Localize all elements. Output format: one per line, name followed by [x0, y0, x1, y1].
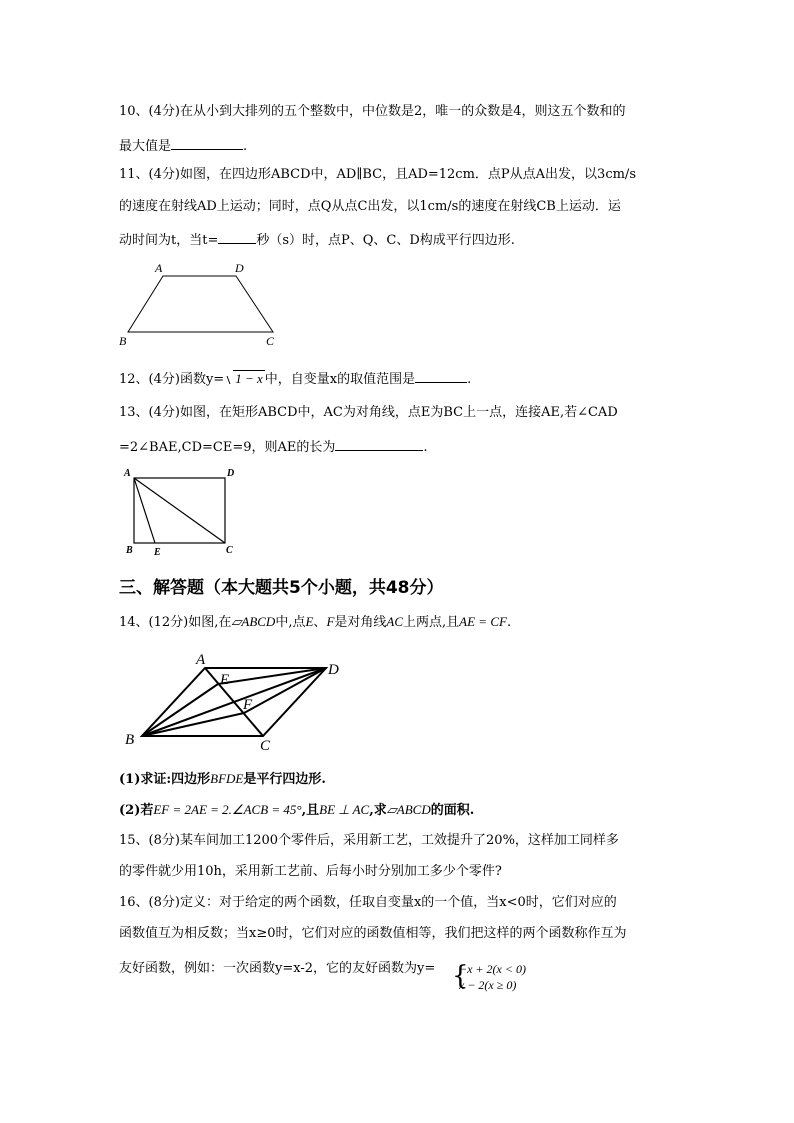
q14-part2b: EF = 2AE = 2 — [153, 802, 229, 817]
q11-line3a: 动时间为t，当t= — [119, 233, 219, 248]
q14-part1 — [119, 770, 326, 789]
q16-case2: x − 2(x ≥ 0) — [459, 978, 517, 992]
q14-part2e: BE ⊥ AC — [319, 802, 370, 817]
q16-line2: 函数值互为相反数；当x≥0时，它们对应的函数值相等，我们把这样的两个函数称作互为 — [119, 926, 627, 941]
q14-label-b: B — [125, 732, 135, 748]
q10-line1: 10、(4分)在从小到大排列的五个整数中，中位数是2，唯一的众数是4，则这五个数和的 — [119, 104, 626, 119]
q14-line1b: 中,点 — [275, 615, 306, 630]
q15-line1: 15、(8分)某车间加工1200个零件后，采用新工艺，工效提升了20%，这样加工同样多 — [119, 833, 619, 848]
q14-part2a: (2)若 — [119, 803, 154, 818]
q12-radicand: 1 − x — [235, 371, 263, 386]
q13-label-a: A — [124, 468, 131, 479]
q13-label-d: D — [227, 468, 235, 479]
q11-label-d: D — [235, 261, 244, 275]
q11-label-c: C — [266, 334, 275, 348]
q11-line2: 的速度在射线AD上运动；同时，点Q从点C出发，以1cm/s的速度在射线CB上运动．运 — [119, 199, 621, 214]
q14-line1e: . — [506, 615, 512, 630]
q11-label-b: B — [119, 334, 127, 348]
q13-label-e: E — [154, 547, 161, 558]
q14-line1a: 14、(12分)如图,在 — [119, 615, 232, 630]
q11-label-a: A — [155, 261, 163, 275]
q13-label-b: B — [126, 545, 133, 556]
q14-line1d: 上两点,且 — [403, 615, 460, 630]
q11-line1: 11、(4分)如图，在四边形ABCD中，AD∥BC，且AD=12cm．点P从点A出发，以3cm/s — [119, 167, 636, 182]
q12-end: . — [467, 372, 472, 387]
q13-line2-text: =2∠BAE,CD=CE=9，则AE的长为 — [119, 440, 336, 455]
q14-part1b: BFDE — [210, 771, 244, 786]
q13-label-c: C — [226, 545, 233, 556]
q14-part2g: ▱ABCD — [386, 802, 431, 817]
q14-label-d: D — [328, 662, 339, 678]
q14-part1a: (1)求证:四边形 — [119, 772, 211, 787]
q14-label-e: E — [220, 672, 230, 688]
q14-sep: 、 — [313, 615, 327, 630]
q14-part2f: ,求 — [369, 803, 387, 818]
q13-line1: 13、(4分)如图，在矩形ABCD中，AC为对角线，点E为BC上一点，连接AE,若∠CAD — [119, 405, 618, 420]
q15-line2: 的零件就少用10h，采用新工艺前、后每小时分别加工多少个零件? — [119, 864, 502, 879]
q14-label-f: F — [243, 697, 253, 713]
q11-line3b: 秒（s）时，点P、Q、C、D构成平行四边形. — [256, 233, 515, 248]
q14-part1c: 是平行四边形. — [243, 772, 326, 787]
q14-line1c: 是对角线 — [334, 615, 387, 630]
q16-line3: 友好函数，例如：一次函数y=x-2，它的友好函数为y= — [119, 961, 436, 976]
q10-line2-end: . — [243, 139, 248, 154]
q14-parallelogram-name: ▱ABCD — [231, 614, 276, 629]
q14-part2c: .∠ACB = 45° — [228, 802, 302, 817]
section-title: 三、解答题（本大题共5个小题，共48分） — [119, 578, 444, 598]
q16-line1: 16、(8分)定义：对于给定的两个函数，任取自变量x的一个值，当x<0时，它们对应的 — [119, 895, 617, 910]
q16-piecewise — [459, 961, 526, 993]
q14-part2d: ,且 — [301, 803, 320, 818]
q14-equation: AE = CF — [459, 614, 507, 629]
q14-label-a: A — [196, 652, 206, 668]
q14-part2h: 的面积. — [430, 803, 475, 818]
q14-point-e: E — [305, 614, 314, 629]
q14-point-f: F — [326, 614, 335, 629]
q14-label-c: C — [260, 738, 271, 754]
q14-part2 — [119, 801, 474, 820]
q16-case1: −x + 2(x < 0) — [459, 962, 526, 976]
q13-line2-end: . — [423, 440, 428, 455]
q14-diagonal-ac: AC — [386, 614, 404, 629]
q14-diagonal-bd-line — [142, 668, 326, 736]
q10-line2-text: 最大值是 — [119, 139, 172, 154]
q12-prefix: 12、(4分)函数y= — [119, 372, 225, 387]
q16-brace: { — [452, 961, 469, 991]
q12-suffix: 中，自变量x的取值范围是 — [264, 372, 416, 387]
